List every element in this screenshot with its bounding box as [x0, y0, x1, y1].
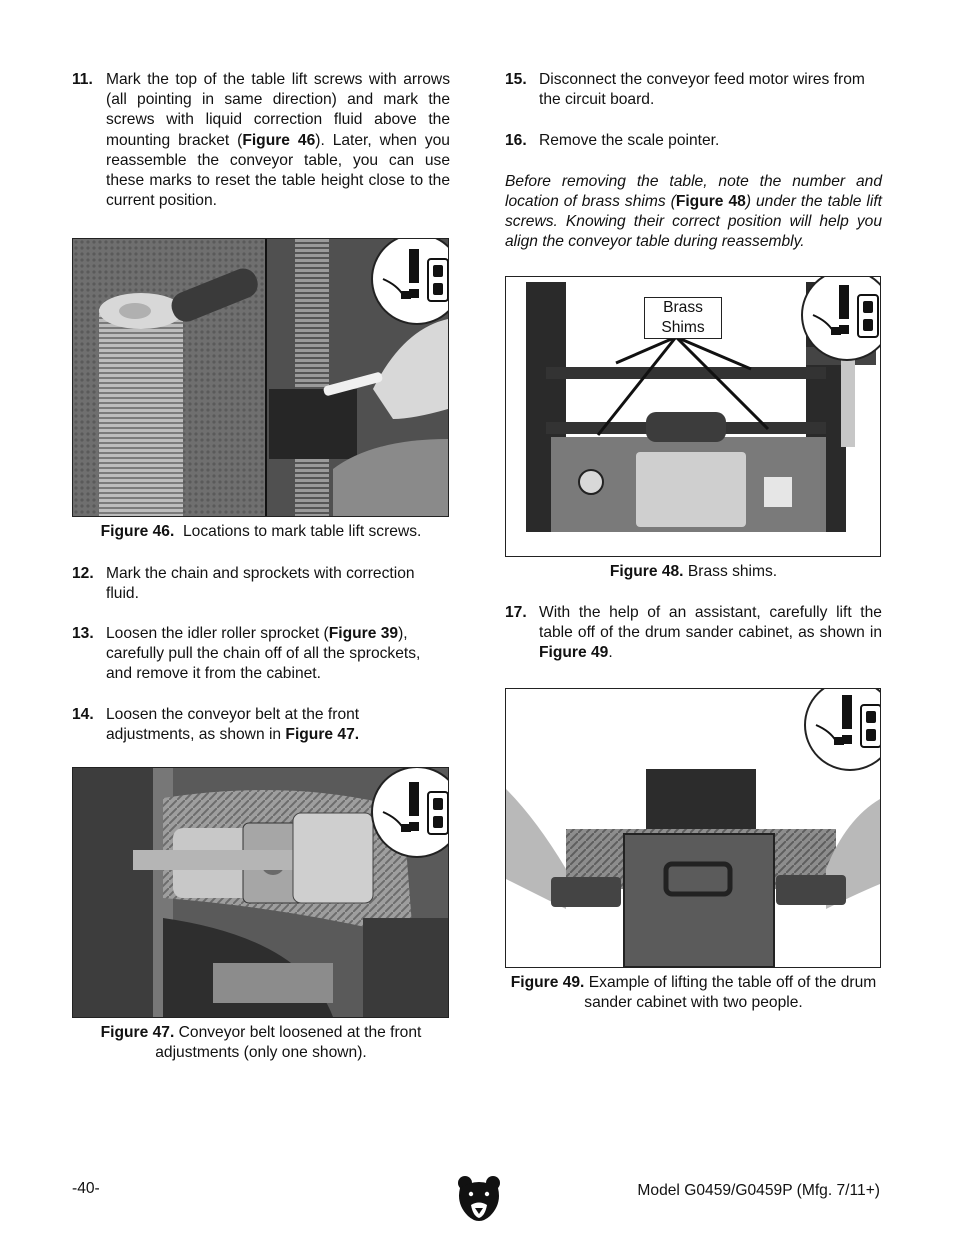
step-number: 12.	[72, 564, 94, 582]
step-text: With the help of an assistant, carefully lift the table off of the drum sander cabinet, as shown in Figure 49.	[539, 603, 882, 662]
step-number: 15.	[505, 71, 527, 88]
brass-shims-note: Before removing the table, note the number and location of brass shims (Figure 48) under the table lift screws. Knowing their correct position will help you align the conveyor table during reassembly.	[505, 172, 882, 251]
model-info: Model G0459/G0459P (Mfg. 7/11+)	[637, 1182, 880, 1199]
disconnect-power-warning-icon	[804, 688, 881, 771]
figure-49-image	[505, 688, 881, 968]
right-column	[505, 70, 882, 1014]
step-12	[72, 564, 450, 604]
figure-reference: Figure 48	[675, 192, 746, 210]
step-number: 14.	[72, 705, 94, 723]
step-number: 11.	[72, 71, 93, 88]
step-15	[505, 70, 882, 110]
step-text: Remove the scale pointer.	[539, 132, 720, 150]
figure-48-image	[505, 276, 881, 557]
figure-49-caption: Figure 49. Example of lifting the table off of the drum sander cabinet with two people.	[510, 974, 877, 1012]
page-number: -40-	[72, 1180, 100, 1197]
step-17	[505, 603, 882, 664]
disconnect-power-warning-icon	[801, 276, 881, 361]
step-14	[72, 705, 450, 745]
step-16	[505, 131, 882, 151]
figure-47-caption: Figure 47. Conveyor belt loosened at the front adjustments (only one shown).	[100, 1024, 422, 1062]
step-text: Loosen the conveyor belt at the front adjustments, as shown in Figure 47.	[106, 705, 360, 743]
figure-47-image	[72, 767, 449, 1018]
step-number: 17.	[505, 603, 527, 621]
disconnect-power-warning-icon	[371, 767, 449, 858]
step-text: Disconnect the conveyor feed motor wires from the circuit board.	[539, 71, 865, 109]
figure-reference: Figure 39	[328, 625, 399, 643]
figure-reference: Figure 46	[242, 131, 316, 149]
step-text: Mark the top of the table lift screws with arrows (all pointing in same direction) and mark the screws with liquid correction fluid above the mounting bracket (Figure 46). Later, when you reassemble the conveyor table, you can use these marks to reset the table height close to the current position.	[106, 71, 450, 210]
left-column	[72, 70, 450, 1063]
step-number: 16.	[505, 132, 527, 150]
step-13	[72, 624, 450, 685]
step-11	[72, 70, 450, 211]
figure-48-caption: Figure 48. Brass shims.	[609, 563, 778, 581]
step-number: 13.	[72, 625, 94, 643]
step-text: Mark the chain and sprockets with correction fluid.	[106, 564, 415, 602]
figure-reference: Figure 49	[539, 644, 609, 662]
disconnect-power-warning-icon	[371, 238, 449, 325]
grizzly-bear-logo-icon	[456, 1174, 502, 1224]
figure-46-image	[72, 238, 449, 517]
figure-46-caption: Figure 46. Locations to mark table lift screws.	[100, 523, 422, 541]
step-text: Loosen the idler roller sprocket (Figure 39), carefully pull the chain off of all the sprockets, and remove it from the cabinet.	[106, 625, 421, 683]
figure-reference: Figure 47.	[285, 725, 360, 743]
brass-shims-callout: Brass Shims	[644, 297, 722, 339]
